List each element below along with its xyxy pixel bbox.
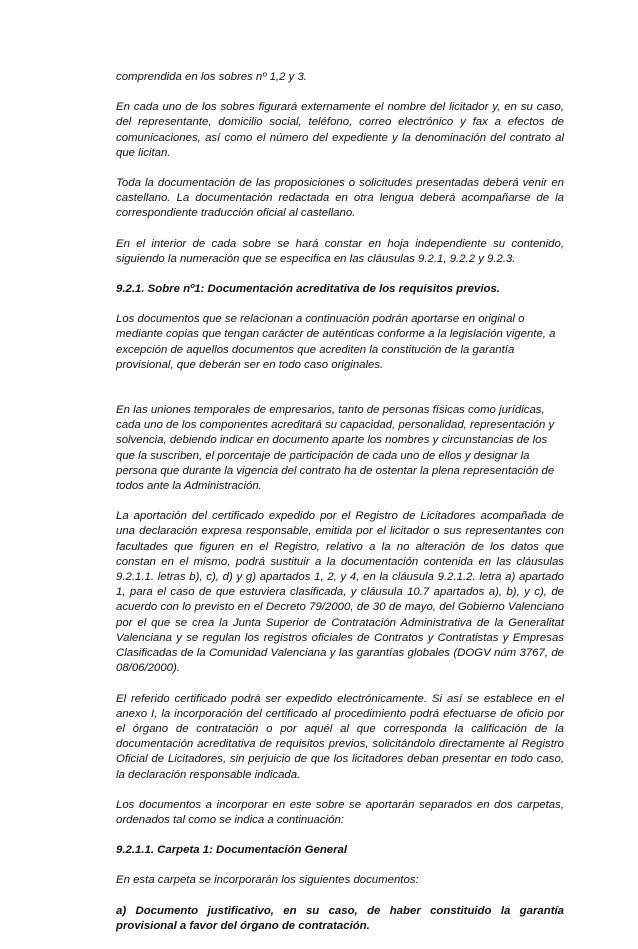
paragraph-electronic-certificate: El referido certificado podrá ser expedido electrónicamente. Si así se establece en el anexo I, la incorporación del certificado al procedimiento podrá efectuarse de oficio por el órgano de contratación o por aquél al que corresponda la calificación de la documentación acreditativa de requisitos previos, solicitándolo directamente al Registro Oficial de Licitadores, sin perjuicio de que los licitadores deban presentar en todo caso, la declaración responsable indicada. xyxy=(116,692,564,781)
paragraph-temporary-unions: En las uniones temporales de empresarios, tanto de personas físicas como jurídicas, cada uno de los componentes acreditará su capacidad, personalidad, representación y solvencia, debiendo indicar en documento aparte los nombres y circunstancias de los que la suscriben, el porcentaje de participación de cada uno de ellos y designar la persona que durante la vigencia del contrato ha de ostentar la plena representación de todos ante la Administración. xyxy=(116,404,555,493)
paragraph-envelope-interior: En el interior de cada sobre se hará constar en hoja independiente su contenido, siguiendo la numeración que se especifica en las cláusulas 9.2.1, 9.2.2 y 9.2.3. xyxy=(116,237,564,265)
paragraph-item-a: a) Documento justificativo, en su caso, de haber constituido la garantía provisional a favor del órgano de contratación. xyxy=(116,904,564,932)
paragraph-envelopes-intro: comprendida en los sobres nº 1,2 y 3. xyxy=(116,71,307,83)
section-heading-9-2-1-1: 9.2.1.1. Carpeta 1: Documentación General xyxy=(116,844,348,857)
paragraph-envelope-exterior: En cada uno de los sobres figurará externamente el nombre del licitador y, en su caso, del representante, domicilio social, teléfono, correo electrónico y fax a efectos de comunicaciones, así como el número del expediente y la denominación del contrato al que licitan. xyxy=(116,101,564,159)
document-page xyxy=(116,70,564,949)
paragraph-two-folders: Los documentos a incorporar en este sobre se aportarán separados en dos carpetas, ordenados tal como se indica a continuación: xyxy=(116,798,564,826)
paragraph-registry-certificate: La aportación del certificado expedido por el Registro de Licitadores acompañada de una declaración expresa responsable, emitida por el licitador o sus representantes con facultades que figuren en el Registro, relativo a la no alteración de los datos que constan en el mismo, podrá sustituir a la documentación contenida en las cláusulas 9.2.1.1. letras b), c), d) y g) apartados 1, 2, y 4, en la cláusula 9.2.1.2. letra a) apartado 1, para el caso de que estuviera clasificada, y cláusula 10.7 apartados a), b), y c), de acuerdo con lo previsto en el Decreto 79/2000, de 30 de mayo, del Gobierno Valenciano por el que se crea la Junta Superior de Contratación Administrativa de la Generalitat Valenciana y se regulan los registros oficiales de Contratos y Contratistas y Empresas Clasificadas de la Comunidad Valenciana y las garantías globales (DOGV núm 3767, de 08/06/2000). xyxy=(116,510,564,675)
paragraph-folder-contents: En esta carpeta se incorporarán los siguientes documentos: xyxy=(116,874,419,887)
paragraph-original-copies: Los documentos que se relacionan a continuación podrán aportarse en original o mediante copias que tengan carácter de auténticas conforme a la legislación vigente, a excepción de aquellos documentos que acrediten la constitución de la garantía provisional, que deberán ser en todo caso originales. xyxy=(116,313,556,371)
paragraph-language: Toda la documentación de las proposiciones o solicitudes presentadas deberá venir en castellano. La documentación redactada en otra lengua deberá acompañarse de la correspondiente traducción oficial al castellano. xyxy=(116,177,564,220)
section-heading-9-2-1: 9.2.1. Sobre nº1: Documentación acreditativa de los requisitos previos. xyxy=(116,283,500,296)
